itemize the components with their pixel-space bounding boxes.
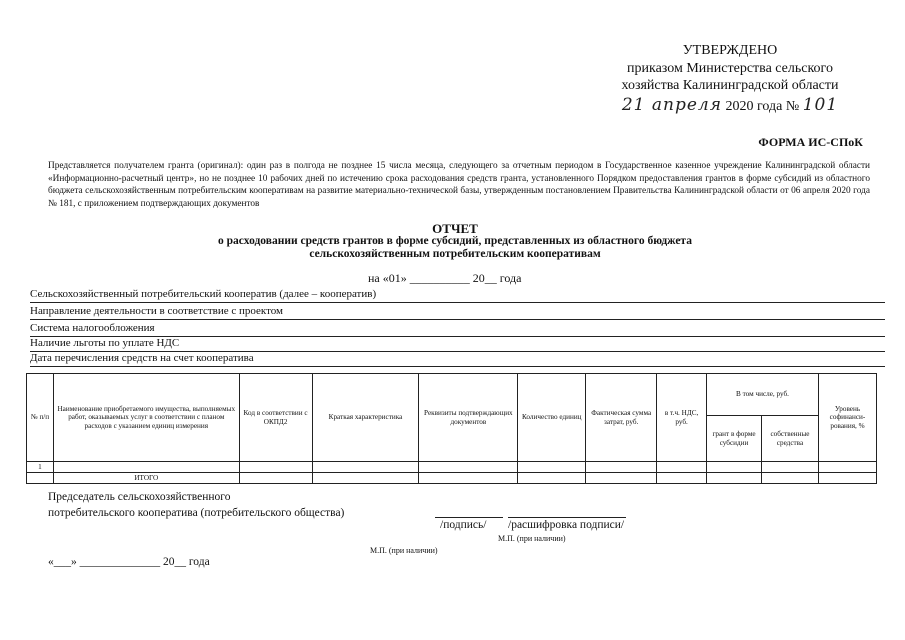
form-code: ФОРМА ИС-СПоК (758, 135, 863, 149)
chairman-label-2: потребительского кооператива (потребительского общества) (48, 507, 345, 519)
table-row (27, 462, 877, 473)
intro-paragraph: Представляется получателем гранта (оригинал): один раз в полгода не позднее 15 числа месяца, следующего за отчетным периодом в Государственное казенное учреждение Калининградской области «Информационно-расчетный центр», но не позднее 10 рабочих дней по истечению срока расходования средств гранта, установленного Порядком предоставления грантов в форме субсидий из областного бюджета сельскохозяйственным потребительским кооперативам на развитие материально-технической базы, утвержденным постановлением Правительства Калининградской области от 06 апреля 2020 года № 181, с приложением подтверждающих документов (48, 161, 870, 209)
chairman-label-1: Председатель сельскохозяйственного (48, 491, 231, 503)
field-cooperative: Сельскохозяйственный потребительский кооператив (далее – кооператив) (30, 288, 885, 303)
field-vat-benefit: Наличие льготы по уплате НДС (30, 337, 885, 352)
header-including: В том числе, руб. (707, 374, 819, 416)
field-activity-direction: Направление деятельности в соответствие с проектом (30, 305, 885, 320)
sign-label: /подпись/ (440, 519, 487, 531)
row-number: 1 (27, 462, 54, 473)
total-label: ИТОГО (53, 473, 239, 484)
header-vat: в т.ч. НДС, руб. (657, 374, 707, 462)
header-okpd: Код в соответствии с ОКПД2 (239, 374, 312, 462)
header-docs: Реквизиты подтверждающих документов (419, 374, 518, 462)
header-name: Наименование приобретаемого имущества, выполняемых работ, оказываемых услуг в соответствии с планом расходов с указанием единиц измерения (53, 374, 239, 462)
handwritten-date: 21 апреля (621, 94, 722, 115)
stamp-label-2: М.П. (при наличии) (370, 546, 438, 555)
header-grant: грант в форме субсидии (707, 416, 762, 462)
approval-line-3: хозяйства Калининградской области (621, 78, 839, 93)
handwritten-order-number: 101 (802, 94, 839, 115)
header-num: № п/п (27, 374, 54, 462)
approval-year-text: 2020 года № (725, 98, 800, 114)
report-subtitle-1: о расходовании средств грантов в форме субсидий, представленных из областного бюджета (218, 235, 692, 247)
signature-date: «___» ______________ 20__ года (48, 556, 210, 568)
header-qty: Количество единиц (518, 374, 586, 462)
header-actual: Фактическая сумма затрат, руб. (586, 374, 657, 462)
decode-line (508, 517, 626, 518)
approval-line-2: приказом Министерства сельского (627, 60, 833, 76)
signature-line (435, 517, 503, 518)
report-date: на «01» __________ 20__ года (368, 271, 522, 285)
table-total-row (27, 473, 877, 484)
approval-title: УТВЕРЖДЕНО (682, 43, 778, 58)
approval-date-line (600, 94, 860, 116)
approval-block (600, 42, 860, 115)
stamp-label-1: М.П. (при наличии) (498, 534, 566, 543)
report-title: ОТЧЕТ (432, 221, 478, 236)
header-level: Уровень софинанси-рования, % (818, 374, 876, 462)
header-own: собственные средства (762, 416, 819, 462)
report-subtitle-2: сельскохозяйственным потребительским кооперативам (309, 248, 601, 260)
header-brief: Краткая характеристика (312, 374, 419, 462)
expenses-table (26, 373, 877, 484)
field-tax-system: Система налогообложения (30, 322, 885, 337)
report-title-block (150, 222, 760, 261)
decode-label: /расшифровка подписи/ (508, 519, 625, 531)
field-transfer-date: Дата перечисления средств на счет кооператива (30, 352, 885, 367)
